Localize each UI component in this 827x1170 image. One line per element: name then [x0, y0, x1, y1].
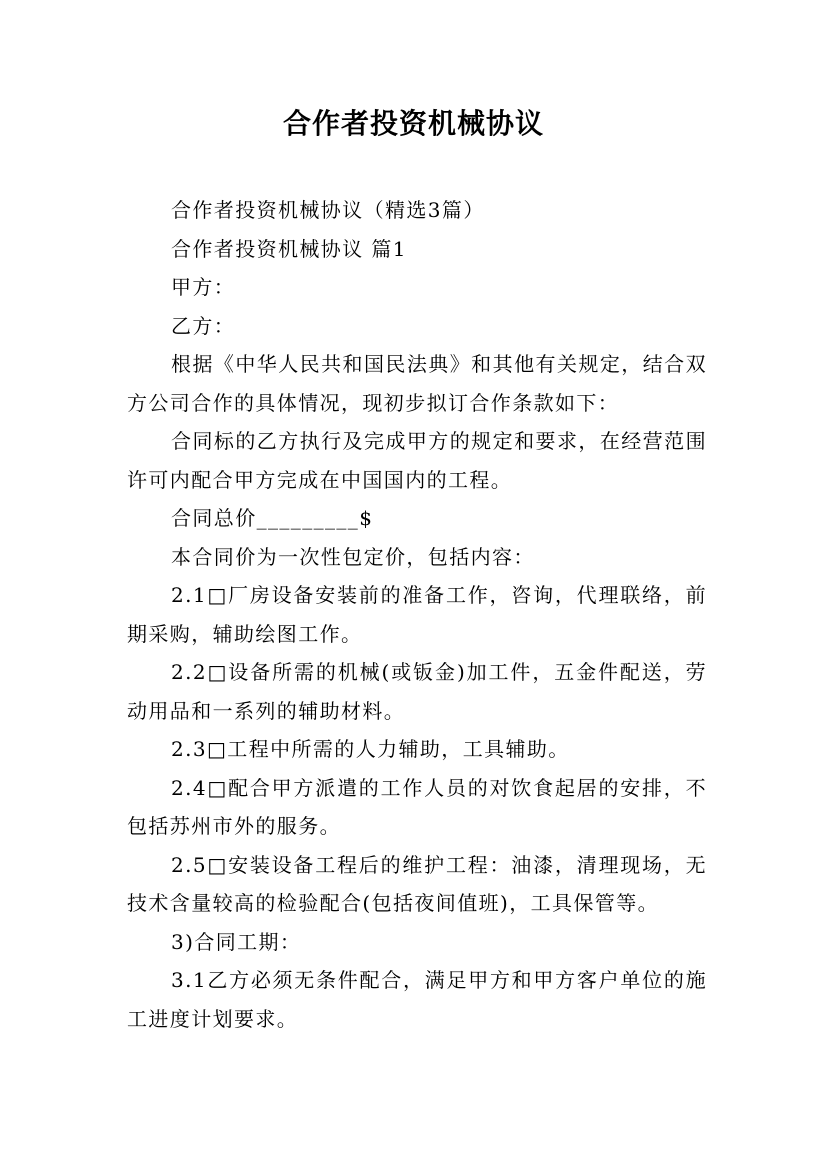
paragraph-clause-3-1: 3.1乙方必须无条件配合，满足甲方和甲方客户单位的施工进度计划要求。	[127, 968, 707, 1031]
paragraph-clause-2-5: 2.5□安装设备工程后的维护工程：油漆，清理现场，无技术含量较高的检验配合(包括夜间值班)，工具保管等。	[127, 852, 707, 915]
paragraph-price-scope: 本合同价为一次性包定价，包括内容：	[171, 544, 535, 569]
paragraph-clause-2-3: 2.3□工程中所需的人力辅助，工具辅助。	[171, 737, 570, 761]
paragraph-subtitle: 合作者投资机械协议（精选3篇）	[171, 198, 485, 222]
paragraph-party-a: 甲方：	[171, 275, 236, 299]
document-title: 合作者投资机械协议	[282, 107, 544, 140]
paragraph-contract-subject: 合同标的乙方执行及完成甲方的规定和要求，在经营范围许可内配合甲方完成在中国国内的工程。	[127, 429, 707, 492]
paragraph-contract-period: 3)合同工期：	[171, 929, 302, 954]
paragraph-clause-2-4: 2.4□配合甲方派遣的工作人员的对饮食起居的安排，不包括苏州市外的服务。	[127, 775, 707, 838]
paragraph-clause-2-2: 2.2□设备所需的机械(或钣金)加工件，五金件配送，劳动用品和一系列的辅助材料。	[127, 660, 707, 723]
paragraph-party-b: 乙方：	[171, 313, 236, 338]
paragraph-section-heading: 合作者投资机械协议 篇1	[171, 236, 407, 261]
paragraph-clause-2-1: 2.1□厂房设备安装前的准备工作，咨询，代理联络，前期采购，辅助绘图工作。	[127, 583, 707, 646]
document-body	[127, 191, 707, 1038]
paragraph-total-price: 合同总价_________$	[171, 506, 374, 530]
paragraph-preamble: 根据《中华人民共和国民法典》和其他有关规定，结合双方公司合作的具体情况，现初步拟订合作条款如下：	[127, 352, 707, 415]
